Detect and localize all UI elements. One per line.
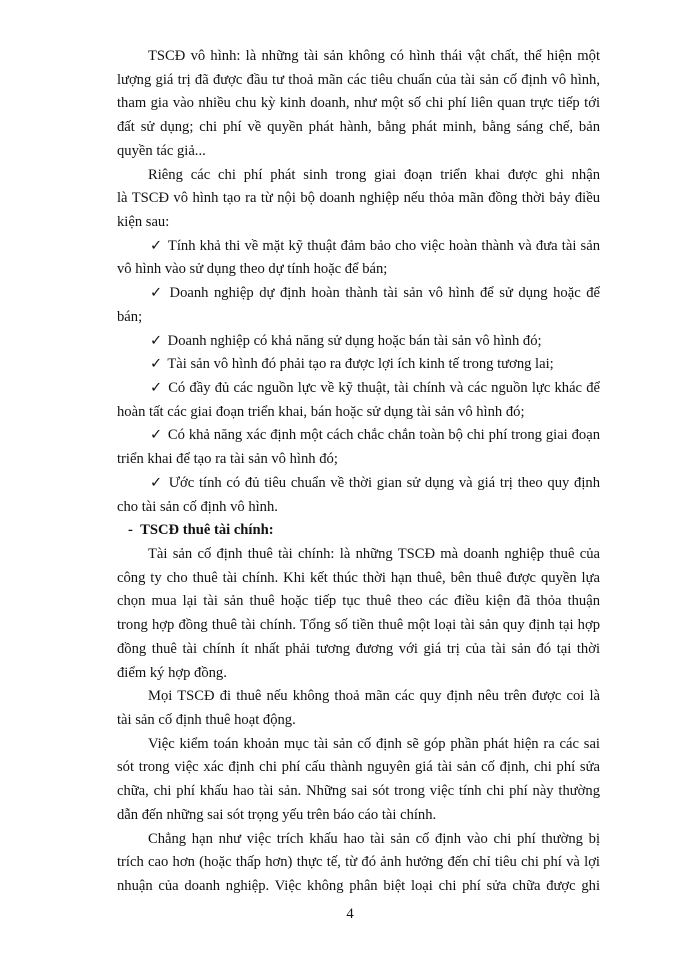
text-line: TSCĐ vô hình: là những tài sản không có hình thái vật chất, thể hiện một bbox=[148, 48, 600, 64]
checklist-line: ✓ Tài sản vô hình đó phải tạo ra được lợi ích kinh tế trong tương lai; bbox=[150, 356, 554, 372]
text-line: triển khai để tạo ra tài sản vô hình đó; bbox=[117, 451, 338, 467]
text-line: Chẳng hạn như việc trích khấu hao tài sản cố định vào chi phí thường bị bbox=[148, 831, 600, 847]
text-line: kiện sau: bbox=[117, 214, 170, 230]
text-line: lượng giá trị đã được đầu tư thoả mãn các tiêu chuẩn của tài sản cố định vô hình, bbox=[117, 72, 600, 88]
text-line: là TSCĐ vô hình tạo ra từ nội bộ doanh nghiệp nếu thỏa mãn đồng thời bảy điều bbox=[117, 190, 600, 206]
checklist-line: ✓ Tính khả thi về mặt kỹ thuật đảm bảo cho việc hoàn thành và đưa tài sản bbox=[150, 238, 600, 254]
text-line: tham gia vào nhiều chu kỳ kinh doanh, như một số chi phí liên quan trực tiếp tới bbox=[117, 95, 600, 111]
text-line: nhuận của doanh nghiệp. Việc không phân biệt loại chi phí sửa chữa được ghi bbox=[117, 878, 600, 894]
check-mark-icon: ✓ bbox=[150, 356, 163, 372]
text-line: vô hình vào sử dụng theo dự tính hoặc để bán; bbox=[117, 261, 388, 277]
text-line: đồng thuê tài chính ít nhất phải tương đương với giá trị của tài sản đó tại thời bbox=[117, 641, 600, 657]
checklist-line: ✓ Doanh nghiệp dự định hoàn thành tài sản vô hình để sử dụng hoặc để bbox=[150, 285, 600, 301]
check-mark-icon: ✓ bbox=[150, 285, 163, 301]
checklist-line: ✓ Doanh nghiệp có khả năng sử dụng hoặc bán tài sản vô hình đó; bbox=[150, 333, 542, 349]
checklist-line: ✓ Ước tính có đủ tiêu chuẩn về thời gian sử dụng và giá trị theo quy định bbox=[150, 475, 600, 491]
text-line: Mọi TSCĐ đi thuê nếu không thoả mãn các quy định nêu trên được coi là bbox=[148, 688, 600, 704]
text-line: chọn mua lại tài sản thuê hoặc tiếp tục thuê theo các điều kiện đã thỏa thuận bbox=[117, 593, 600, 609]
text-line: bán; bbox=[117, 309, 143, 325]
text-line: Tài sản cố định thuê tài chính: là những TSCĐ mà doanh nghiệp thuê của bbox=[148, 546, 600, 562]
text-line: sót trong việc xác định chi phí cấu thành nguyên giá tài sản cố định, chi phí sửa bbox=[117, 759, 600, 775]
page-number: 4 bbox=[346, 906, 354, 922]
text-line: đất sử dụng; chi phí về quyền phát hành, bằng phát minh, bằng sáng chế, bản bbox=[117, 119, 600, 135]
text-line: cho tài sản cố định vô hình. bbox=[117, 499, 278, 515]
section-heading: - TSCĐ thuê tài chính: bbox=[128, 522, 274, 538]
text-line: điểm ký hợp đồng. bbox=[117, 665, 227, 681]
checklist-line: ✓ Có khả năng xác định một cách chắc chắn toàn bộ chi phí trong giai đoạn bbox=[150, 427, 600, 443]
text-line: trích cao hơn (hoặc thấp hơn) thực tế, từ đó ảnh hưởng đến chỉ tiêu chi phí và lợi bbox=[117, 854, 600, 870]
text-line: dẫn đến những sai sót trọng yếu trên báo cáo tài chính. bbox=[117, 807, 437, 823]
check-mark-icon: ✓ bbox=[150, 427, 163, 443]
text-line: công ty cho thuê tài chính. Khi kết thúc thời hạn thuê, bên thuê được quyền lựa bbox=[117, 570, 600, 586]
check-mark-icon: ✓ bbox=[150, 475, 163, 491]
text-line: chữa, chi phí khấu hao tài sản. Những sai sót trong việc tính chi phí này thường bbox=[117, 783, 600, 799]
checklist-line: ✓ Có đầy đủ các nguồn lực về kỹ thuật, tài chính và các nguồn lực khác để bbox=[150, 380, 600, 396]
check-mark-icon: ✓ bbox=[150, 333, 163, 349]
check-mark-icon: ✓ bbox=[150, 380, 163, 396]
text-line: trong hợp đồng thuê tài chính. Tổng số tiền thuê một loại tài sản quy định tại hợp bbox=[117, 617, 600, 633]
text-line: tài sản cố định thuê hoạt động. bbox=[117, 712, 296, 728]
text-line: quyền tác giả... bbox=[117, 143, 206, 159]
check-mark-icon: ✓ bbox=[150, 238, 163, 254]
text-line: hoàn tất các giai đoạn triển khai, bán hoặc sử dụng tài sản vô hình đó; bbox=[117, 404, 525, 420]
text-line: Việc kiểm toán khoản mục tài sản cố định sẽ góp phần phát hiện ra các sai bbox=[148, 736, 600, 752]
text-line: Riêng các chi phí phát sinh trong giai đoạn triển khai được ghi nhận bbox=[148, 167, 600, 183]
